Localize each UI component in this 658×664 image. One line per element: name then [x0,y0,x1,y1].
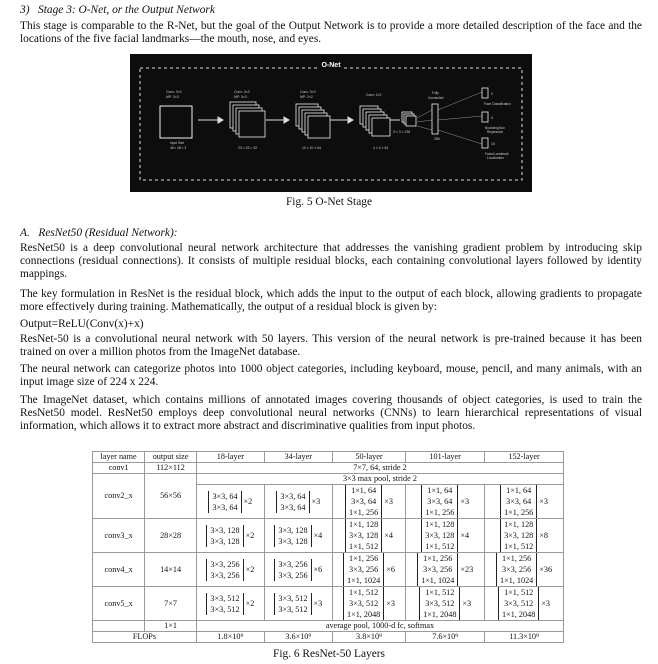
flops-cell: 7.6×10⁹ [406,632,485,643]
sectionA-heading [20,227,642,240]
flops-cell: 1.8×10⁹ [196,632,264,643]
block-cell: 1×1, 64 3×3, 64 1×1, 256 ×3 [485,485,564,519]
block-cell: 3×3, 64 3×3, 64 ×3 [264,485,332,519]
block-cell: 1×1, 512 3×3, 512 1×1, 2048 ×3 [332,587,405,621]
sectionA-formula: Output=ReLU(Conv(x)+x) [20,318,144,330]
table-row-flops [93,632,564,643]
block-cell: 3×3, 64 3×3, 64 ×2 [196,485,264,519]
sectionA-title: ResNet50 (Residual Network): [38,227,178,239]
layer-name-cell: conv1 [93,463,145,474]
input-label-1: Input Size [170,141,185,145]
block-cell: 1×1, 64 3×3, 64 1×1, 256 ×3 [332,485,405,519]
output-size-cell: 28×28 [145,519,197,553]
onet-dashed-border [140,68,522,180]
sectionA-para-2: The key formulation in ResNet is the residual block, which adds the input to the output of each block, allowing gradients to propagate more effectively during training. Mathematically, the output of a residual block is given by: [20,288,642,314]
output-size-cell: 112×112 [145,463,197,474]
stage1-label-1: Conv: 3×3 [166,90,182,94]
table-row-final [93,621,564,632]
fc-layer [432,104,438,134]
stage2-label-2: MP: 3×3 [234,95,247,99]
sectionA-para-3: ResNet-50 is a convolutional neural network with 50 layers. This version of the neural network is pre-trained because it has been trained on over a million photos from the ImageNet database. [20,333,642,359]
conv2-name-cell: conv2_x [93,474,145,519]
section3-heading [20,4,642,17]
feature-map-stack-1 [230,102,265,137]
section3-number: 3) [20,4,30,16]
layer-name-cell [93,621,145,632]
output-size-cell: 1×1 [145,621,197,632]
conv2-size-cell: 56×56 [145,474,197,519]
fc-label-1: Fully [432,91,439,95]
input-block [160,106,192,138]
stage3-label-1: Conv: 3×3 [300,90,316,94]
size-label-1: 23 × 23 × 32 [238,146,258,150]
output-label-3a: Facial Landmark [485,152,509,156]
block-cell: 3×3, 256 3×3, 256 ×6 [264,553,332,587]
header-cell: 101-layer [406,452,485,463]
output-bbox-reg [482,112,488,122]
block-cell: 3×3, 128 3×3, 128 ×4 [264,519,332,553]
stage3-label-2: MP: 2×2 [300,95,313,99]
header-cell: output size [145,452,197,463]
block-cell: 1×1, 512 3×3, 512 1×1, 2048 ×3 [485,587,564,621]
output-label-1: Face Classification [484,102,511,106]
block-cell: 3×3, 128 3×3, 128 ×2 [196,519,264,553]
sectionA-para-5: The ImageNet dataset, which contains millions of annotated images covering thousands of object categories, is used to train the ResNet50 model. ResNet50 employs deep convolutional neural networks (CNNs) to learn hierarchical representations of visual information, which allows it to extract more abstract and discriminative qualities from input photos. [20,394,642,433]
header-cell: 152-layer [485,452,564,463]
sectionA-para-4: The neural network can categorize photos into 1000 object categories, including keyboard, mouse, pencil, and many animals, with an input image size of 224 x 224. [20,363,642,389]
figure-6-caption: Fig. 6 ResNet-50 Layers [273,648,385,660]
layer-name-cell: conv4_x [93,553,145,587]
final-spec-cell: average pool, 1000-d fc, softmax [196,621,563,632]
output-landmark [482,138,488,148]
table-row-maxpool [93,474,564,485]
flops-cell: 3.6×10⁹ [264,632,332,643]
figure-5-caption: Fig. 5 O-Net Stage [285,196,373,208]
header-cell: 34-layer [264,452,332,463]
stage1-label-2: MP: 3×3 [166,95,179,99]
header-cell: layer name [93,452,145,463]
output-face-class [482,88,488,98]
fc-size: 256 [434,137,440,141]
block-cell: 1×1, 64 3×3, 64 1×1, 256 ×3 [406,485,485,519]
onet-diagram [130,54,532,192]
sectionA-number: A. [20,227,30,239]
table-row-conv3 [93,519,564,553]
feature-map-stack-2 [296,104,330,138]
output-dim-3: 10 [491,142,495,146]
block-cell: 1×1, 128 3×3, 128 1×1, 512 ×4 [332,519,405,553]
block-cell: 3×3, 256 3×3, 256 ×2 [196,553,264,587]
conv1-spec-cell: 7×7, 64, stride 2 [196,463,563,474]
resnet-layers-table [92,451,564,643]
output-label-2b: Regression [487,130,504,134]
onet-title: O-Net [321,62,341,69]
table-header-row [93,452,564,463]
fc-connections [417,92,482,144]
section3-body: This stage is comparable to the R-Net, but the goal of the Output Network is to provide a more detailed description of the face and the locations of the five facial landmarks—the mouth, nose, and eyes. [20,20,642,46]
header-cell: 50-layer [332,452,405,463]
output-label-3b: Localization [487,156,504,160]
output-label-2a: Bounding Box [485,126,505,130]
stage4-label-1: Conv: 2×2 [366,93,382,97]
input-label-2: 48 × 48 × 3 [170,146,187,150]
section3-title: Stage 3: O-Net, or the Output Network [38,4,215,16]
block-cell: 3×3, 512 3×3, 512 ×2 [196,587,264,621]
output-dim-1: 2 [491,92,493,96]
output-dim-2: 4 [491,116,493,120]
flops-cell: 3.8×10⁹ [332,632,405,643]
sectionA-para-1: ResNet50 is a deep convolutional neural network architecture that addresses the vanishing gradient problem by introducing skip connections (residual connections). It consists of multiple residual blocks, each containing convolutional layers followed by identity mappings. [20,242,642,281]
block-cell: 1×1, 128 3×3, 128 1×1, 512 ×4 [406,519,485,553]
maxpool-cell: 3×3 max pool, stride 2 [196,474,563,485]
output-size-cell: 7×7 [145,587,197,621]
size-label-3: 4 × 4 × 64 [373,146,389,150]
onet-figure [130,54,532,192]
block-cell: 1×1, 256 3×3, 256 1×1, 1024 ×23 [406,553,485,587]
size-label-2: 10 × 10 × 64 [302,146,322,150]
header-cell: 18-layer [196,452,264,463]
feature-map-stack-3 [360,106,390,136]
table-row-conv1 [93,463,564,474]
flops-label-cell: FLOPs [93,632,197,643]
output-size-cell: 14×14 [145,553,197,587]
block-cell: 1×1, 128 3×3, 128 1×1, 512 ×8 [485,519,564,553]
block-cell: 1×1, 256 3×3, 256 1×1, 1024 ×36 [485,553,564,587]
table-row-conv5 [93,587,564,621]
fc-label-2: Connected [428,96,444,100]
block-cell: 1×1, 512 3×3, 512 1×1, 2048 ×3 [406,587,485,621]
size-label-4: 3 × 3 × 128 [393,130,411,134]
block-cell: 3×3, 512 3×3, 512 ×3 [264,587,332,621]
layer-name-cell: conv3_x [93,519,145,553]
layer-name-cell: conv5_x [93,587,145,621]
stage2-label-1: Conv: 3×3 [234,90,250,94]
flops-cell: 11.3×10⁹ [485,632,564,643]
feature-map-stack-4 [402,112,416,126]
block-cell: 1×1, 256 3×3, 256 1×1, 1024 ×6 [332,553,405,587]
table-row-conv4 [93,553,564,587]
